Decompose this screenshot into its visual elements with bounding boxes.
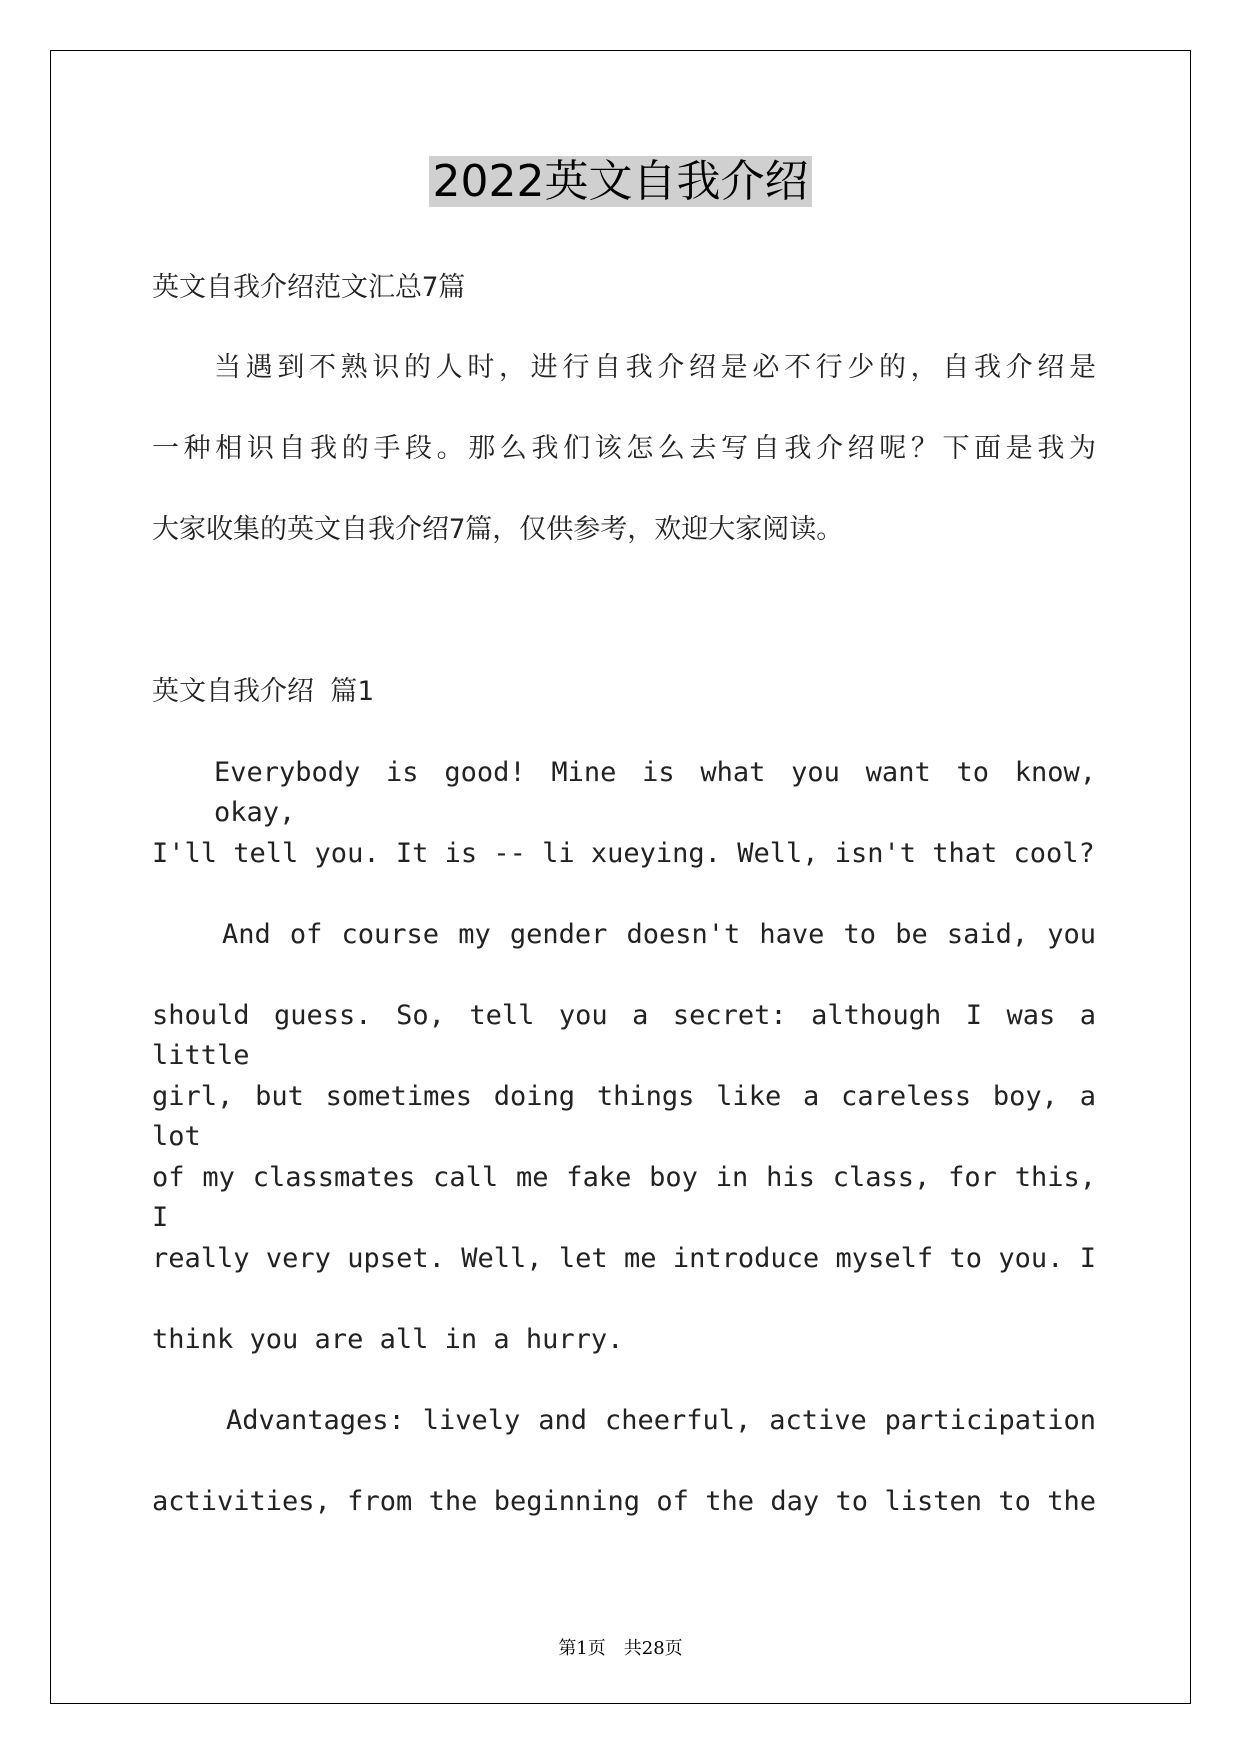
body-line-10: activities, from the beginning of the day to listen to the xyxy=(152,1486,1096,1517)
body-line-1: Everybody is good! Mine is what you want to know, okay, xyxy=(214,757,1096,828)
section-heading: 英文自我介绍 篇1 xyxy=(152,676,374,707)
body-line-3: And of course my gender doesn't have to be said, you xyxy=(222,919,1096,950)
body-line-6: of my classmates call me fake boy in his class, for this, I xyxy=(152,1162,1096,1233)
intro-line-1: 当遇到不熟识的人时，进行自我介绍是必不行少的，自我介绍是 xyxy=(214,352,1096,383)
intro-line-3: 大家收集的英文自我介绍7篇，仅供参考，欢迎大家阅读。 xyxy=(152,514,844,545)
document-title: 2022英文自我介绍 xyxy=(0,152,1241,212)
body-line-4: should guess. So, tell you a secret: although I was a little xyxy=(152,1000,1096,1071)
body-line-7: really very upset. Well, let me introduce myself to you. I xyxy=(152,1243,1096,1274)
body-line-8: think you are all in a hurry. xyxy=(152,1324,624,1355)
intro-line-2: 一种相识自我的手段。那么我们该怎么去写自我介绍呢？下面是我为 xyxy=(152,433,1096,464)
body-line-9: Advantages: lively and cheerful, active participation xyxy=(226,1405,1096,1436)
body-line-2: I'll tell you. It is -- li xueying. Well, isn't that cool? xyxy=(152,838,1095,869)
page-footer: 第1页 共28页 xyxy=(558,1638,683,1659)
subtitle: 英文自我介绍范文汇总7篇 xyxy=(152,272,466,303)
body-line-5: girl, but sometimes doing things like a careless boy, a lot xyxy=(152,1081,1096,1152)
